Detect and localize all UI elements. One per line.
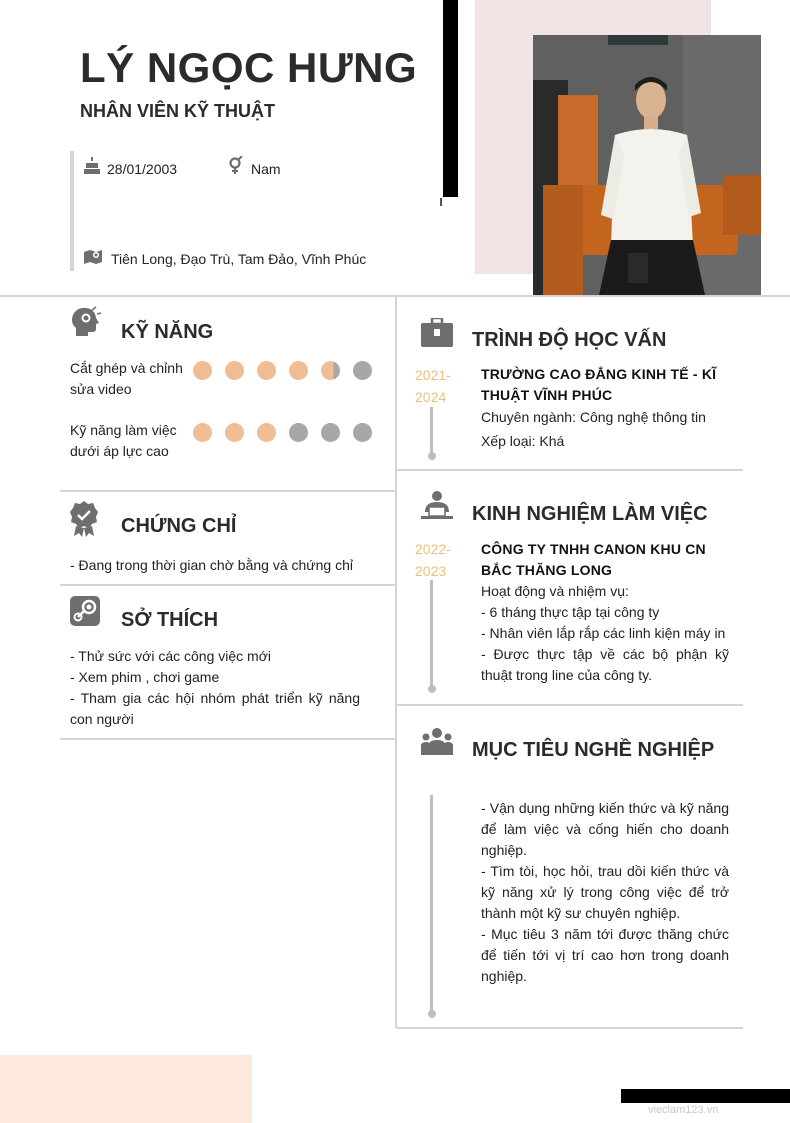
certificates-divider xyxy=(60,584,396,586)
candidate-name: LÝ NGỌC HƯNG xyxy=(80,44,418,91)
decorative-bottom-bar xyxy=(621,1089,790,1103)
address: Tiên Long, Đạo Trù, Tam Đảo, Vĩnh Phúc xyxy=(111,251,367,267)
skill-label: Kỹ năng làm việc dưới áp lực cao xyxy=(70,422,177,459)
people-group-icon xyxy=(421,727,453,760)
decorative-mark xyxy=(440,198,442,206)
experience-divider xyxy=(396,704,743,706)
education-year-start: 2021- xyxy=(415,367,451,383)
experience-title: KINH NGHIỆM LÀM VIỆC xyxy=(472,503,708,525)
hobby-item: - Thử sức với các công việc mới xyxy=(70,648,272,664)
decorative-peach-block xyxy=(0,1055,252,1123)
experience-year-start: 2022- xyxy=(415,541,451,557)
gender-icon xyxy=(228,156,244,181)
timeline-dot xyxy=(428,452,436,460)
decorative-black-bar xyxy=(443,0,458,197)
experience-year-end: 2023 xyxy=(415,563,447,579)
experience-line: - Nhân viên lắp rắp các linh kiện máy in xyxy=(481,625,726,641)
head-bulb-icon xyxy=(70,306,102,343)
hobbies-divider xyxy=(60,738,396,740)
company-name: CÔNG TY TNHH CANON KHU CN BẮC THĂNG LONG xyxy=(481,541,706,578)
education-rank: Xếp loại: Khá xyxy=(481,433,565,449)
objective-paragraph: - Vận dụng những kiến thức và kỹ năng để làm việc và cống hiến cho doanh nghiệp. xyxy=(481,800,729,858)
certificate-text: - Đang trong thời gian chờ bằng và chứng chỉ xyxy=(70,557,354,573)
objective-paragraph: - Mục tiêu 3 năm tới được thăng chức để tiến tới vị trí cao hơn trong doanh nghiệp. xyxy=(481,926,729,984)
education-year-end: 2024 xyxy=(415,389,447,405)
school-name: TRƯỜNG CAO ĐẲNG KINH TẾ - KĨ THUẬT VĨNH PHÚC xyxy=(481,366,717,403)
skill-rating-2 xyxy=(193,423,373,443)
steam-icon xyxy=(70,596,100,631)
birthday-cake-icon xyxy=(84,157,100,180)
education-major: Chuyên ngành: Công nghệ thông tin xyxy=(481,409,706,425)
info-accent-bar xyxy=(70,151,74,271)
experience-line: - Được thực tập về các bộ phận kỹ thuật trong line của công ty. xyxy=(481,646,729,683)
education-title: TRÌNH ĐỘ HỌC VẤN xyxy=(472,329,667,351)
hobby-item: - Xem phim , chơi game xyxy=(70,669,220,685)
certificates-title: CHỨNG CHỈ xyxy=(121,515,237,537)
profile-photo xyxy=(533,35,761,295)
profile-photo-illustration xyxy=(533,35,761,295)
skills-title: KỸ NĂNG xyxy=(121,321,214,343)
badge-check-icon xyxy=(70,501,98,542)
timeline-line xyxy=(430,795,433,1013)
briefcase-icon xyxy=(421,318,453,353)
timeline-dot xyxy=(428,685,436,693)
watermark: vieclam123.vn xyxy=(648,1104,719,1116)
hobby-item: - Tham gia các hội nhóm phát triển kỹ năng con người xyxy=(70,690,360,727)
presenter-icon xyxy=(421,490,453,525)
job-title: NHÂN VIÊN KỸ THUẬT xyxy=(80,101,276,121)
hobbies-title: SỞ THÍCH xyxy=(121,609,219,631)
gender: Nam xyxy=(251,161,281,177)
objective-title: MỤC TIÊU NGHỀ NGHIỆP xyxy=(472,739,715,761)
experience-line: - 6 tháng thực tập tại công ty xyxy=(481,604,660,620)
objective-divider xyxy=(396,1027,743,1029)
skill-rating-1 xyxy=(193,361,373,381)
timeline-dot xyxy=(428,1010,436,1018)
education-divider xyxy=(396,469,743,471)
map-pin-icon xyxy=(84,249,102,270)
experience-line: Hoạt động và nhiệm vụ: xyxy=(481,583,629,599)
timeline-line xyxy=(430,407,433,455)
skill-label: Cắt ghép và chỉnh sửa video xyxy=(70,360,183,397)
objective-paragraph: - Tìm tòi, học hỏi, trau dồi kiến thức và kỹ năng xử lý trong công việc để trở thành một kỹ sư chuyên nghiệp. xyxy=(481,863,729,921)
skills-divider xyxy=(60,490,396,492)
column-divider xyxy=(395,297,397,1028)
timeline-line xyxy=(430,580,433,688)
birthdate: 28/01/2003 xyxy=(107,161,178,177)
